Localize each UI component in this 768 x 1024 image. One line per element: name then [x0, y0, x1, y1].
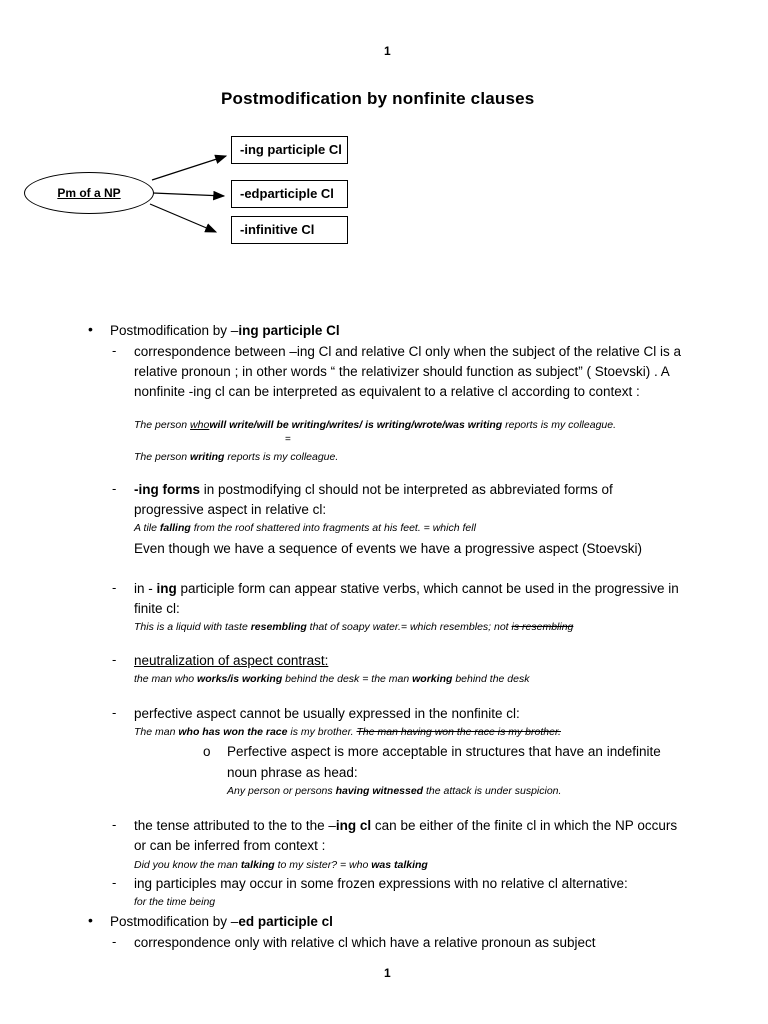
paragraph-text: the tense attributed to the to the –: [134, 818, 336, 833]
example-sentence: [227, 783, 561, 799]
diagram-target-ed: -edparticiple Cl: [231, 180, 348, 208]
page-number-bottom: 1: [384, 966, 391, 980]
example-sentence: [134, 619, 573, 635]
diagram: [0, 0, 768, 260]
dash-marker: -: [112, 875, 117, 890]
paragraph-ing-forms-line1: [134, 480, 713, 500]
paragraph-ing-forms-line2: progressive aspect in relative cl:: [134, 502, 327, 517]
example-sentence: [134, 857, 428, 873]
example-text: that of soapy water.= which resembles; not: [306, 621, 512, 633]
section-heading-ing: [110, 321, 340, 341]
example-text: to my sister? = who: [274, 859, 372, 871]
dash-marker: -: [112, 481, 117, 496]
arrow-ing: [152, 156, 226, 180]
example-underlined: who: [190, 419, 210, 431]
example-sentence: [134, 520, 476, 536]
example-bold: will write/will be writing/writes/ is writing/wrote/was writing: [209, 419, 503, 431]
dash-marker: -: [112, 652, 117, 667]
paragraph-correspondence-line1: correspondence between –ing Cl and relative Cl only when the subject of the relative Cl is a: [134, 344, 682, 359]
paragraph-ed-correspondence: correspondence only with relative cl which have a relative pronoun as subject: [134, 935, 596, 950]
dash-marker: -: [112, 934, 117, 949]
section-heading-bold: ing participle Cl: [238, 323, 340, 338]
bullet-marker: •: [88, 321, 93, 337]
paragraph-stative-line1: [134, 579, 713, 599]
paragraph-correspondence-line2: relative pronoun ; in other words “ the relativizer should function as subject” ( Stoevski) . A: [134, 364, 670, 379]
example-text: A tile: [134, 522, 160, 534]
example-text: reports is my colleague.: [224, 451, 339, 463]
example-sentence: [134, 724, 561, 740]
example-text: This is a liquid with taste: [134, 621, 251, 633]
paragraph-frozen: ing participles may occur in some frozen expressions with no relative cl alternative:: [134, 876, 628, 891]
example-text: reports is my colleague.: [502, 419, 617, 431]
example-text: is my brother.: [287, 726, 357, 738]
dash-marker: -: [112, 343, 117, 358]
paragraph-note: Even though we have a sequence of events we have a progressive aspect (Stoevski): [134, 541, 643, 556]
example-text: from the roof shattered into fragments at his feet. = which fell: [190, 522, 476, 534]
paragraph-bold: -ing forms: [134, 482, 200, 497]
example-text: the man who: [134, 673, 198, 685]
bullet-marker: •: [88, 912, 93, 928]
circle-marker: o: [203, 744, 211, 759]
diagram-target-infinitive: -infinitive Cl: [231, 216, 348, 244]
diagram-arrows: [0, 0, 768, 260]
example-text: The person: [134, 451, 191, 463]
section-heading-bold: ed participle cl: [238, 914, 333, 929]
example-text: behind the desk = the man: [282, 673, 413, 685]
example-strikethrough: is resembling: [511, 621, 574, 633]
example-sentence: for the time being: [134, 896, 216, 908]
example-bold: talking: [240, 859, 275, 871]
paragraph-text: participle form can appear stative verbs, which cannot be used in the progressive in: [176, 581, 679, 596]
example-text: The person: [134, 419, 191, 431]
dash-marker: -: [112, 580, 117, 595]
example-text: The man: [134, 726, 179, 738]
example-bold: working: [412, 673, 453, 685]
section-heading-text: Postmodification by –: [110, 323, 239, 338]
example-sentence: [134, 671, 529, 687]
section-heading-ed: [110, 912, 333, 932]
page-number-top: 1: [384, 44, 391, 58]
example-bold: falling: [159, 522, 191, 534]
example-text: the attack is under suspicion.: [423, 785, 562, 797]
paragraph-text: in postmodifying cl should not be interpreted as abbreviated forms of: [200, 482, 613, 497]
diagram-source-label: Pm of a NP: [57, 186, 121, 200]
example-sentence: [134, 417, 616, 433]
equals-sign: =: [285, 434, 291, 445]
paragraph-correspondence-line3: nonfinite -ing cl can be interpreted as equivalent to a relative cl according to context :: [134, 384, 640, 399]
section-heading-text: Postmodification by –: [110, 914, 239, 929]
example-bold: resembling: [250, 621, 307, 633]
sub-paragraph-line2: noun phrase as head:: [227, 765, 358, 780]
paragraph-bold: ing cl: [335, 818, 372, 833]
paragraph-text: can be either of the finite cl in which the NP occurs: [371, 818, 678, 833]
paragraph-text: in -: [134, 581, 157, 596]
example-strikethrough: The man having won the race is my brother.: [356, 726, 561, 738]
example-text: Any person or persons: [227, 785, 336, 797]
arrow-ed: [153, 193, 224, 196]
paragraph-perfective: perfective aspect cannot be usually expressed in the nonfinite cl:: [134, 706, 520, 721]
example-bold: works/is working: [197, 673, 283, 685]
dash-marker: -: [112, 705, 117, 720]
example-sentence: [134, 449, 338, 465]
dash-marker: -: [112, 817, 117, 832]
diagram-source-node: [24, 172, 154, 214]
page-title: Postmodification by nonfinite clauses: [221, 89, 535, 108]
example-bold: was talking: [371, 859, 428, 871]
sub-paragraph-line1: Perfective aspect is more acceptable in structures that have an indefinite: [227, 744, 661, 759]
example-bold: writing: [190, 451, 225, 463]
example-bold: who has won the race: [178, 726, 288, 738]
paragraph-neutralization: [134, 651, 328, 671]
arrow-infinitive: [150, 204, 216, 232]
example-bold: having witnessed: [335, 785, 424, 797]
paragraph-stative-line2: finite cl:: [134, 601, 180, 616]
paragraph-tense-line2: or can be inferred from context :: [134, 838, 326, 853]
paragraph-underlined: neutralization of aspect contrast:: [134, 653, 329, 668]
example-text: Did you know the man: [134, 859, 241, 871]
paragraph-bold: ing: [156, 581, 177, 596]
diagram-target-ing: -ing participle Cl: [231, 136, 348, 164]
example-text: behind the desk: [452, 673, 530, 685]
paragraph-tense-line1: [134, 816, 713, 836]
